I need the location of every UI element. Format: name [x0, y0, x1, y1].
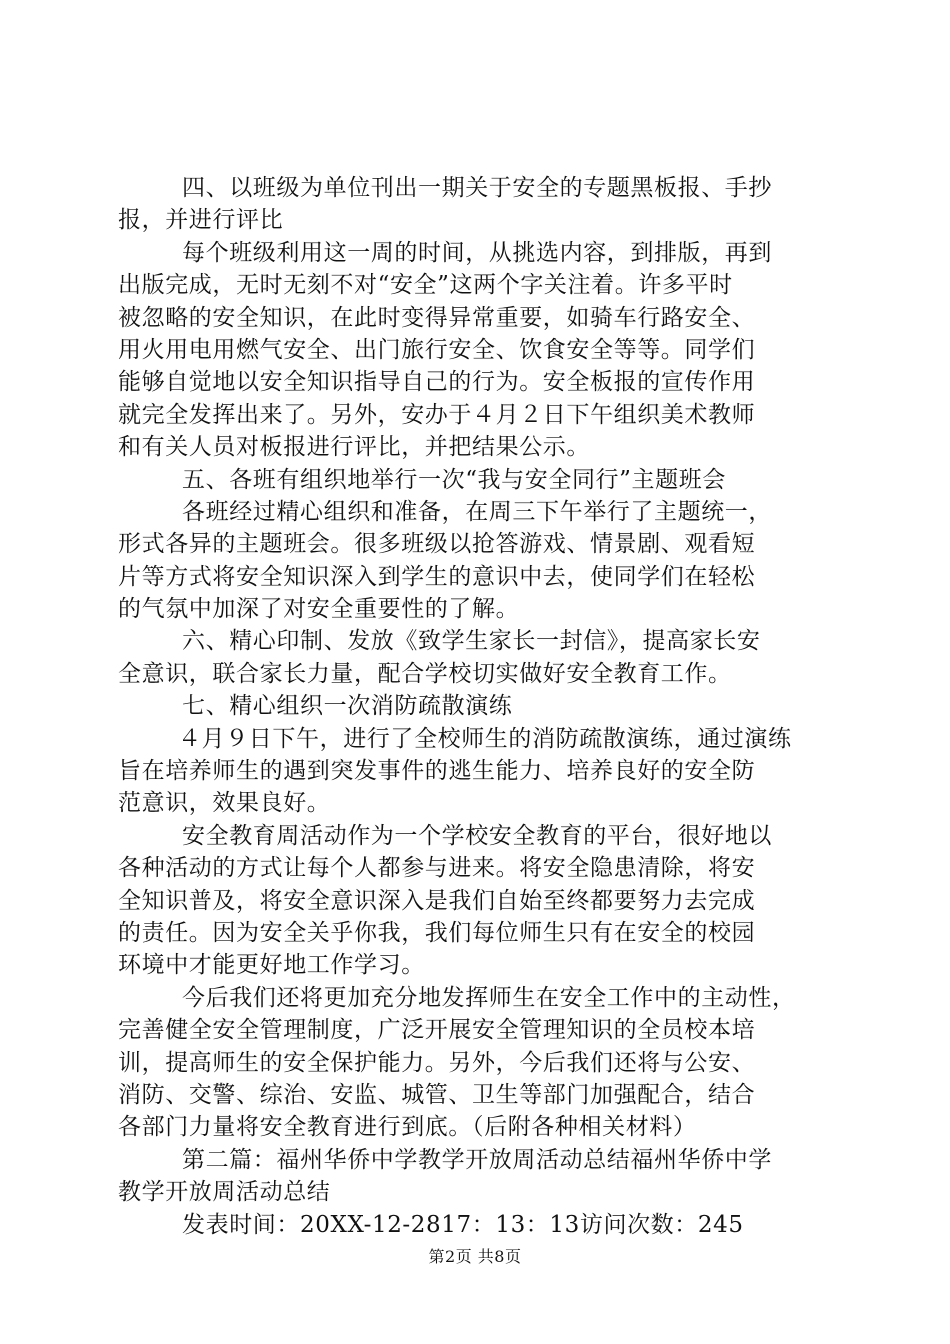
paragraph-line: 片等方式将安全知识深入到学生的意识中去，使同学们在轻松: [118, 563, 756, 590]
publish-meta: 发表时间：20XX-12-2817：13：13访问次数：245: [182, 1211, 744, 1238]
paragraph-line: ４月９日下午，进行了全校师生的消防疏散演练，通过演练: [178, 725, 792, 752]
paragraph-line: 环境中才能更好地工作学习。: [118, 952, 425, 979]
paragraph-line: 全意识，联合家长力量，配合学校切实做好安全教育工作。: [118, 660, 732, 687]
paragraph-line: 被忽略的安全知识，在此时变得异常重要，如骑车行路安全、: [118, 304, 756, 331]
paragraph-line: 就完全发挥出来了。另外，安办于４月２日下午组织美术教师: [118, 401, 756, 428]
article-title: 第二篇：福州华侨中学教学开放周活动总结福州华侨中学: [182, 1146, 772, 1173]
section-heading: 七、精心组织一次消防疏散演练: [182, 693, 513, 720]
paragraph-line: 能够自觉地以安全知识指导自己的行为。安全板报的宣传作用: [118, 369, 756, 396]
paragraph-line: 各班经过精心组织和准备，在周三下午举行了主题统一，: [182, 498, 772, 525]
paragraph-line: 安全教育周活动作为一个学校安全教育的平台，很好地以: [182, 822, 772, 849]
section-heading: 六、精心印制、发放《致学生家长一封信》，提高家长安: [182, 628, 761, 655]
paragraph-line: 报，并进行评比: [118, 207, 284, 234]
paragraph-line: 完善健全安全管理制度，广泛开展安全管理知识的全员校本培: [118, 1017, 756, 1044]
paragraph-line: 每个班级利用这一周的时间，从挑选内容，到排版，再到: [182, 239, 772, 266]
paragraph-line: 今后我们还将更加充分地发挥师生在安全工作中的主动性，: [182, 984, 796, 1011]
section-heading: 五、各班有组织地举行一次“我与安全同行”主题班会: [182, 466, 726, 493]
paragraph-line: 和有关人员对板报进行评比，并把结果公示。: [118, 434, 590, 461]
paragraph-line: 旨在培养师生的遇到突发事件的逃生能力、培养良好的安全防: [118, 758, 756, 785]
section-heading: 四、以班级为单位刊出一期关于安全的专题黑板报、手抄: [182, 175, 772, 201]
paragraph-line: 范意识，效果良好。: [118, 790, 331, 817]
paragraph-line: 各部门力量将安全教育进行到底。（后附各种相关材料）: [118, 1114, 697, 1141]
article-title: 教学开放周活动总结: [118, 1179, 331, 1206]
document-body: [118, 172, 834, 1241]
paragraph-line: 全知识普及，将安全意识深入是我们自始至终都要努力去完成: [118, 887, 756, 914]
paragraph-line: 消防、交警、综治、安监、城管、卫生等部门加强配合，结合: [118, 1081, 756, 1108]
paragraph-line: 用火用电用燃气安全、出门旅行安全、饮食安全等等。同学们: [118, 336, 756, 363]
paragraph-line: 形式各异的主题班会。很多班级以抢答游戏、情景剧、观看短: [118, 531, 756, 558]
paragraph-line: 各种活动的方式让每个人都参与进来。将安全隐患清除，将安: [118, 855, 756, 882]
paragraph-line: 训，提高师生的安全保护能力。另外，今后我们还将与公安、: [118, 1049, 756, 1076]
paragraph-line: 的责任。因为安全关乎你我，我们每位师生只有在安全的校园: [118, 919, 756, 946]
paragraph-line: 出版完成，无时无刻不对“安全”这两个字关注着。许多平时: [118, 272, 733, 299]
page-number: 第2页 共8页: [428, 1247, 522, 1266]
paragraph-line: 的气氛中加深了对安全重要性的了解。: [118, 596, 520, 623]
